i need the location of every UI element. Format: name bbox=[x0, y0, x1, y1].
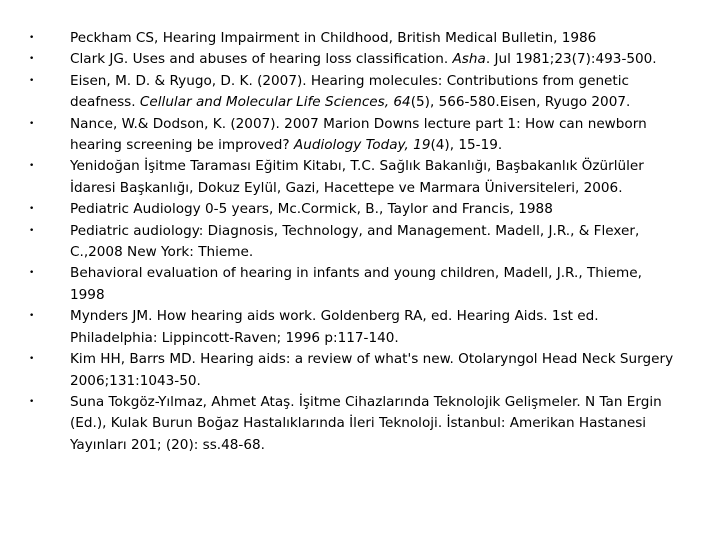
reference-italic-segment: Asha bbox=[452, 51, 486, 68]
reference-segment: Nance, W.& Dodson, K. (2007). 2007 Marion Downs lecture part 1: How can newborn hearing screening be improved? bbox=[70, 115, 647, 154]
bullet-icon: • bbox=[29, 268, 35, 279]
reference-item bbox=[22, 392, 680, 456]
bullet-icon: • bbox=[29, 54, 35, 65]
reference-text bbox=[70, 394, 662, 453]
reference-text bbox=[70, 116, 647, 153]
bullet-icon: • bbox=[29, 311, 35, 322]
reference-item bbox=[22, 221, 680, 264]
reference-item bbox=[22, 199, 680, 220]
reference-italic-segment: Audiology Today, 19 bbox=[293, 137, 431, 154]
reference-text bbox=[70, 265, 642, 302]
reference-text bbox=[70, 201, 553, 217]
reference-text bbox=[70, 30, 596, 46]
bullet-icon: • bbox=[29, 33, 35, 43]
reference-text bbox=[70, 308, 599, 345]
reference-text bbox=[70, 223, 639, 260]
reference-text bbox=[70, 73, 630, 110]
reference-item bbox=[22, 306, 680, 349]
reference-segment: Eisen, M. D. & Ryugo, D. K. (2007). Hearing molecules: Contributions from genetic deafness. bbox=[70, 72, 630, 111]
reference-segment: Behavioral evaluation of hearing in infants and young children, Madell, J.R., Thieme, 1998 bbox=[70, 265, 642, 303]
reference-item bbox=[22, 114, 680, 157]
reference-segment: Pediatric Audiology 0-5 years, Mc.Cormick, B., Taylor and Francis, 1988 bbox=[70, 201, 553, 218]
reference-segment: Yenidoğan İşitme Taraması Eğitim Kitabı, T.C. Sağlık Bakanlığı, Başbakanlık Özürlüler İdaresi Başkanlığı, Dokuz Eylül, Gazi, Hacettepe ve Marmara Üniversiteleri, 2006. bbox=[70, 158, 644, 196]
bullet-icon: • bbox=[29, 75, 35, 86]
bullet-icon: • bbox=[29, 354, 35, 365]
reference-text bbox=[70, 51, 657, 67]
reference-item bbox=[22, 71, 680, 114]
reference-item bbox=[22, 28, 680, 49]
reference-segment: Pediatric audiology: Diagnosis, Technology, and Management. Madell, J.R., & Flexer, C.,2008 New York: Thieme. bbox=[70, 222, 640, 261]
reference-segment: . Jul 1981;23(7):493-500. bbox=[485, 51, 657, 68]
reference-segment: Kim HH, Barrs MD. Hearing aids: a review of what's new. Otolaryngol Head Neck Surgery 2006;131:1043-50. bbox=[70, 351, 674, 389]
reference-segment: (4), 15-19. bbox=[430, 137, 503, 154]
reference-segment: Mynders JM. How hearing aids work. Goldenberg RA, ed. Hearing Aids. 1st ed. Philadelphia: Lippincott-Raven; 1996 p:117-140. bbox=[70, 308, 599, 346]
bullet-icon: • bbox=[29, 161, 35, 172]
reference-segment: Suna Tokgöz-Yılmaz, Ahmet Ataş. İşitme Cihazlarında Teknolojik Gelişmeler. N Tan Ergin (Ed.), Kulak Burun Boğaz Hastalıklarında İleri Teknoloji. İstanbul: Amerikan Hastanesi Yayınları 201; (20): ss.48-68. bbox=[70, 393, 662, 453]
reference-text bbox=[70, 351, 673, 388]
reference-text bbox=[70, 158, 644, 195]
reference-italic-segment: Cellular and Molecular Life Sciences, 64 bbox=[139, 94, 411, 111]
bullet-icon: • bbox=[29, 204, 35, 215]
reference-item bbox=[22, 349, 680, 392]
bullet-icon: • bbox=[29, 396, 35, 407]
reference-item bbox=[22, 263, 680, 306]
reference-item bbox=[22, 156, 680, 199]
reference-item bbox=[22, 49, 680, 70]
reference-list bbox=[22, 28, 680, 456]
bullet-icon: • bbox=[29, 118, 35, 129]
reference-segment: (5), 566-580.Eisen, Ryugo 2007. bbox=[410, 94, 631, 111]
reference-segment: Clark JG. Uses and abuses of hearing loss classification. bbox=[70, 51, 453, 68]
reference-segment: Peckham CS, Hearing Impairment in Childhood, British Medical Bulletin, 1986 bbox=[70, 30, 597, 46]
bullet-icon: • bbox=[29, 225, 35, 236]
